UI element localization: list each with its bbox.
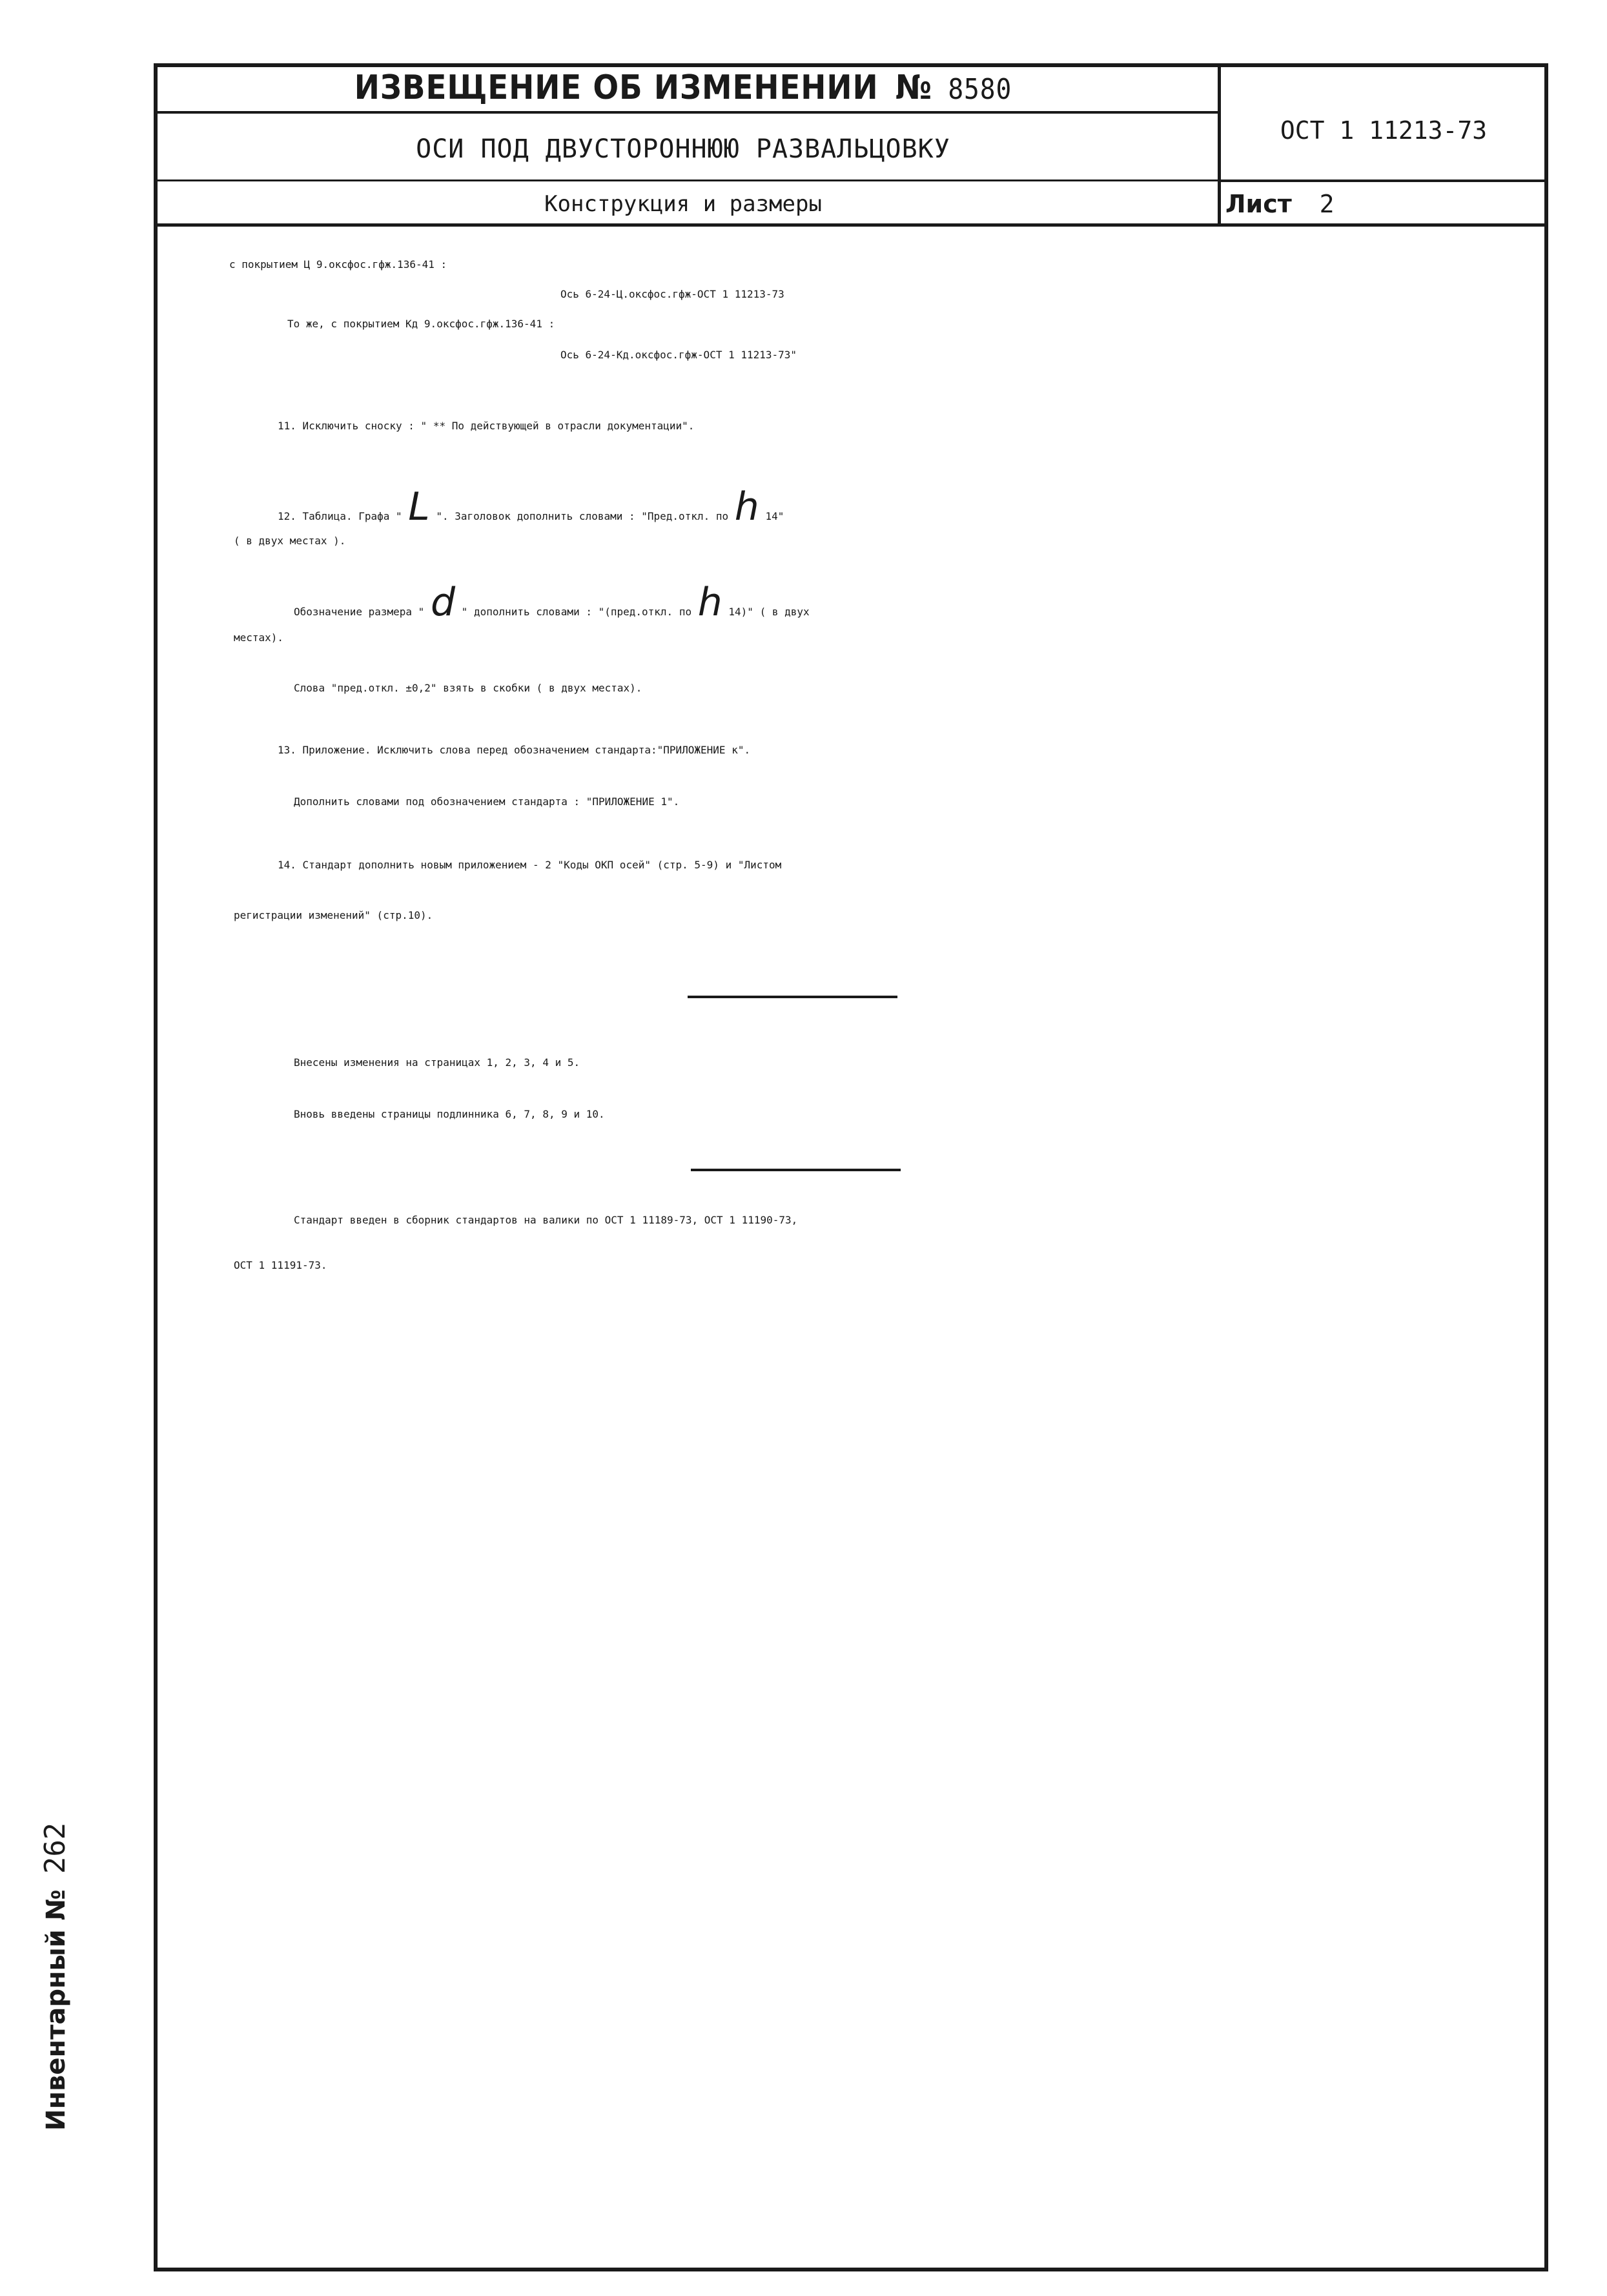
inventory-label-text: Инвентарный №	[41, 1889, 71, 2131]
designation-text-c: 14)" ( в двух	[728, 606, 810, 618]
designation-letter-d: d	[430, 580, 456, 625]
item-12-words: Слова "пред.откл. ±0,2" взять в скобки ( в двух местах).	[294, 682, 642, 694]
sheet-label: Лист	[1225, 190, 1292, 218]
title-divider-top	[154, 111, 1219, 114]
notice-title-text: ИЗВЕЩЕНИЕ ОБ ИЗМЕНЕНИИ	[354, 68, 879, 107]
coating-line-3: То же, с покрытием Кд 9.оксфос.гфж.136-41 :	[287, 318, 555, 330]
item-12	[278, 484, 784, 529]
changes-pages: Внесены изменения на страницах 1, 2, 3, 4 и 5.	[294, 1056, 580, 1069]
title-block-bottom	[154, 223, 1548, 227]
page-frame	[154, 63, 1548, 2271]
item-14-line-2: регистрации изменений" (стр.10).	[234, 909, 433, 921]
item-12-letter-L: L	[408, 484, 430, 529]
inventory-label	[39, 1823, 72, 2131]
item-12-line-2: ( в двух местах ).	[234, 535, 346, 547]
item-12-designation-2: местах).	[234, 631, 284, 644]
sheet-number: 2	[1319, 190, 1335, 218]
title-block-vertical	[1218, 63, 1221, 226]
inventory-number: 262	[39, 1822, 72, 1874]
title-block	[154, 63, 1548, 226]
item-12-letter-h: h	[734, 484, 759, 529]
coating-line-2: Ось 6-24-Ц.оксфос.гфж-ОСТ 1 11213-73	[560, 288, 784, 300]
item-12-designation	[294, 580, 810, 625]
notice-number: 8580	[948, 73, 1012, 106]
title-divider-mid	[154, 179, 1219, 181]
separator-2	[691, 1169, 901, 1171]
designation-letter-h: h	[697, 580, 722, 625]
number-sign: №	[895, 68, 932, 107]
final-statement: Стандарт введен в сборник стандартов на валики по ОСТ 1 11189-73, ОСТ 1 11190-73,	[294, 1214, 798, 1226]
notice-subtitle: Конструкция и размеры	[544, 191, 822, 217]
designation-text-a: Обозначение размера "	[294, 606, 425, 618]
separator-1	[688, 996, 897, 998]
sheet-info	[1225, 190, 1335, 218]
item-13: 13. Приложение. Исключить слова перед обозначением стандарта:"ПРИЛОЖЕНИЕ к".	[278, 744, 751, 756]
item-12-text-a: 12. Таблица. Графа "	[278, 510, 402, 522]
designation-text-b: " дополнить словами : "(пред.откл. по	[461, 606, 692, 618]
notice-title	[207, 68, 1160, 107]
item-13-addition: Дополнить словами под обозначением стандарта : "ПРИЛОЖЕНИЕ 1".	[294, 795, 680, 808]
item-12-text-c: 14"	[765, 510, 784, 522]
standard-code: ОСТ 1 11213-73	[1280, 116, 1488, 145]
sheet-divider	[1219, 179, 1548, 182]
new-pages: Вновь введены страницы подлинника 6, 7, 8, 9 и 10.	[294, 1108, 605, 1120]
coating-line-1: с покрытием Ц 9.оксфос.гфж.136-41 :	[229, 258, 447, 271]
coating-line-4: Ось 6-24-Кд.оксфос.гфж-ОСТ 1 11213-73"	[560, 349, 797, 361]
final-statement-2: ОСТ 1 11191-73.	[234, 1259, 327, 1271]
item-11: 11. Исключить сноску : " ** По действующей в отрасли документации".	[278, 420, 695, 432]
notice-subject: ОСИ ПОД ДВУСТОРОННЮЮ РАЗВАЛЬЦОВКУ	[416, 134, 950, 164]
item-14: 14. Стандарт дополнить новым приложением - 2 "Коды ОКП осей" (стр. 5-9) и "Листом	[278, 859, 782, 871]
item-12-text-b: ". Заголовок дополнить словами : "Пред.откл. по	[436, 510, 729, 522]
